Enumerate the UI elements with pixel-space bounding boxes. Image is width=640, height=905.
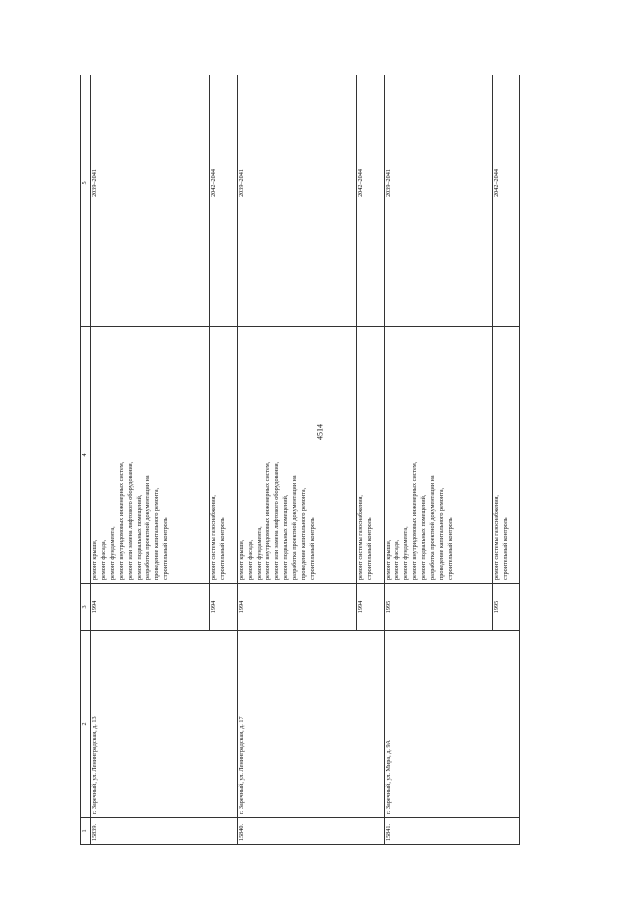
- table-row: [91, 75, 210, 845]
- work-item: ремонт системы газоснабжения,: [357, 495, 365, 580]
- work-item: ремонт подвальных помещений,: [420, 494, 428, 580]
- work-item: ремонт крыши,: [384, 539, 392, 580]
- works-cell: [492, 327, 519, 584]
- page-number: 4514: [315, 424, 325, 440]
- period-cell: 2042–2044: [492, 75, 519, 327]
- column-header-2: 2: [81, 631, 91, 818]
- work-item: ремонт крыши,: [237, 539, 245, 580]
- works-cell: [91, 327, 210, 584]
- work-item: ремонт или замена лифтового оборудования,: [273, 461, 281, 580]
- year-cell: 1994: [210, 584, 237, 631]
- work-item: ремонт фасада,: [246, 539, 254, 580]
- period-cell: 2039–2041: [384, 75, 492, 327]
- work-item: ремонт фундамента,: [255, 526, 263, 580]
- address-cell: г. Заречный, ул. Мира, д. 9А: [384, 631, 519, 818]
- repair-schedule-table: [80, 75, 520, 845]
- work-item: разработка проектной документации на: [429, 475, 437, 580]
- work-item: ремонт системы газоснабжения,: [492, 495, 500, 580]
- work-item: ремонт или замена лифтового оборудования,: [126, 461, 134, 580]
- work-item: ремонт подвальных помещений,: [135, 494, 143, 580]
- period-cell: 2042–2044: [357, 75, 384, 327]
- year-cell: 1994: [357, 584, 384, 631]
- row-number-cell: 15841.: [384, 818, 519, 845]
- work-item: проведение капитального ремонта,: [153, 487, 161, 580]
- work-item: строительный контроль: [446, 517, 454, 580]
- column-header-1: 1: [81, 818, 91, 845]
- works-cell: [384, 327, 492, 584]
- year-cell: 1995: [384, 584, 492, 631]
- table-container: [80, 75, 520, 845]
- works-cell: [237, 327, 356, 584]
- address-cell: г. Заречный, ул. Ленинградская, д. 13: [91, 631, 238, 818]
- header-row: [81, 75, 91, 845]
- works-cell: [357, 327, 384, 584]
- period-cell: 2042–2044: [210, 75, 237, 327]
- period-cell: 2039–2041: [237, 75, 356, 327]
- column-header-4: 4: [81, 327, 91, 584]
- work-item: строительный контроль: [219, 517, 227, 580]
- column-header-5: 5: [81, 75, 91, 327]
- work-item: ремонт крыши,: [91, 539, 98, 580]
- work-item: ремонт внутридомовых инженерных систем,: [117, 461, 125, 580]
- row-number-cell: 15839.: [91, 818, 238, 845]
- work-item: ремонт внутридомовых инженерных систем,: [264, 461, 272, 580]
- work-item: ремонт фасада,: [393, 539, 401, 580]
- work-item: ремонт фундамента,: [108, 526, 116, 580]
- period-cell: 2039–2041: [91, 75, 210, 327]
- work-item: проведение капитального ремонта,: [300, 487, 308, 580]
- work-item: строительный контроль: [366, 517, 374, 580]
- works-cell: [210, 327, 237, 584]
- address-cell: г. Заречный, ул. Ленинградская, д. 17: [237, 631, 384, 818]
- work-item: ремонт фундамента,: [402, 526, 410, 580]
- work-item: ремонт фасада,: [99, 539, 107, 580]
- year-cell: 1994: [237, 584, 356, 631]
- work-item: строительный контроль: [162, 517, 170, 580]
- work-item: ремонт системы газоснабжения,: [210, 495, 218, 580]
- work-item: ремонт внутридомовых инженерных систем,: [411, 461, 419, 580]
- year-cell: 1995: [492, 584, 519, 631]
- work-item: проведение капитального ремонта,: [437, 487, 445, 580]
- year-cell: 1994: [91, 584, 210, 631]
- table-row: [384, 75, 492, 845]
- column-header-3: 3: [81, 584, 91, 631]
- row-number-cell: 15840.: [237, 818, 384, 845]
- work-item: ремонт подвальных помещений,: [282, 494, 290, 580]
- work-item: разработка проектной документации на: [291, 475, 299, 580]
- work-item: строительный контроль: [501, 517, 509, 580]
- work-item: строительный контроль: [309, 517, 317, 580]
- table-row: [237, 75, 356, 845]
- work-item: разработка проектной документации на: [144, 475, 152, 580]
